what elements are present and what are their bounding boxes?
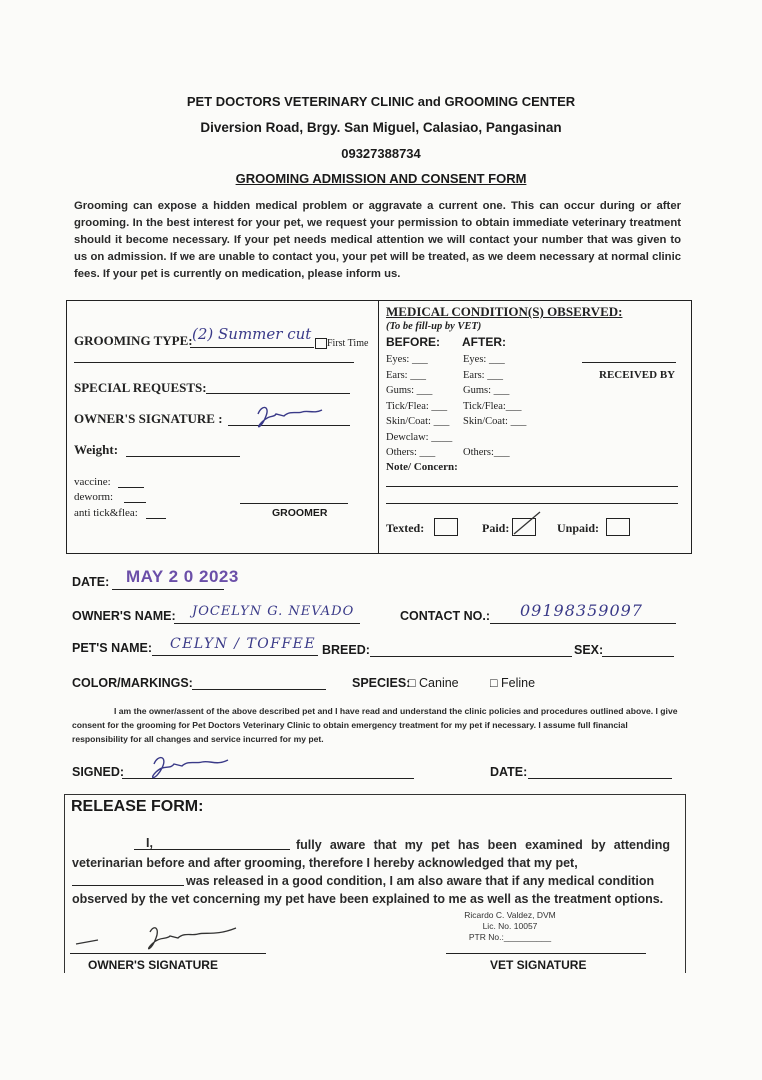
contact-value: 09198359097 bbox=[520, 601, 643, 620]
owner-sig-label: OWNER'S SIGNATURE bbox=[88, 958, 218, 972]
signed-signature-scribble bbox=[140, 752, 240, 786]
vet-sig-label: VET SIGNATURE bbox=[490, 958, 587, 972]
after-item: Eyes: ___ bbox=[463, 354, 505, 365]
unpaid-label: Unpaid: bbox=[557, 521, 600, 535]
unpaid-checkbox[interactable] bbox=[606, 518, 630, 536]
after-item: Tick/Flea:___ bbox=[463, 400, 522, 412]
signed-date-line[interactable] bbox=[528, 778, 672, 779]
groomer-label: GROOMER bbox=[272, 507, 328, 519]
received-by-label: RECEIVED BY bbox=[599, 369, 676, 381]
intro-paragraph: Grooming can expose a hidden medical problem or aggravate a current one. This can occur during or after grooming. In the best interest for your pet, we request your permission to obtain immediate veterinary treatment should it become necessary. If your pet needs medical attention we will contact your number that was given to us on admission. If we are unable to contact you, your pet will be treated, as we deem necessary at normal clinic fees. If your pet is currently on medication, please inform us. bbox=[74, 200, 681, 280]
vet-sig-line[interactable] bbox=[446, 953, 646, 954]
paid-check-mark bbox=[510, 508, 544, 536]
sex-label: SEX: bbox=[574, 643, 604, 657]
groomer-line bbox=[240, 503, 348, 504]
first-time-checkbox[interactable] bbox=[315, 338, 327, 349]
deworm-line[interactable] bbox=[124, 502, 146, 503]
before-item: Dewclaw: ____ bbox=[386, 431, 453, 443]
note-label: Note/ Concern: bbox=[386, 461, 458, 473]
after-item: Ears: ___ bbox=[463, 369, 503, 381]
after-item: Skin/Coat: ___ bbox=[463, 416, 527, 427]
weight-line[interactable] bbox=[126, 456, 240, 457]
pet-name-line[interactable] bbox=[152, 655, 318, 656]
medical-title: MEDICAL CONDITION(S) OBSERVED: bbox=[386, 304, 623, 319]
vet-license: Lic. No. 10057 bbox=[482, 921, 538, 931]
before-item: Others: ___ bbox=[386, 447, 436, 458]
paid-label: Paid: bbox=[482, 521, 510, 535]
before-item: Skin/Coat: ___ bbox=[386, 416, 450, 427]
date-line bbox=[112, 589, 224, 590]
canine-option[interactable]: □ Canine bbox=[408, 676, 459, 690]
before-list bbox=[386, 352, 464, 461]
clinic-address: Diversion Road, Brgy. San Miguel, Calasiao, Pangasinan bbox=[200, 120, 562, 135]
special-requests-label: SPECIAL REQUESTS: bbox=[74, 380, 207, 395]
release-title: RELEASE FORM: bbox=[71, 798, 204, 815]
sex-line[interactable] bbox=[602, 656, 674, 657]
contact-line[interactable] bbox=[490, 623, 676, 624]
weight-label: Weight: bbox=[74, 442, 119, 457]
before-item: Gums: ___ bbox=[386, 385, 433, 396]
breed-line[interactable] bbox=[370, 656, 572, 657]
owner-sig-line[interactable] bbox=[70, 953, 266, 954]
grooming-type-label: GROOMING TYPE: bbox=[74, 333, 193, 348]
color-line[interactable] bbox=[192, 689, 326, 690]
received-by-line bbox=[582, 362, 676, 363]
texted-label: Texted: bbox=[386, 521, 425, 535]
note-line-1[interactable] bbox=[386, 486, 678, 487]
first-time-label: First Time bbox=[327, 338, 369, 349]
owner-signature-label: OWNER'S SIGNATURE : bbox=[74, 411, 223, 426]
consent-paragraph: I am the owner/assent of the above described pet and I have read and understand the clinic policies and procedures outlined above. I give consent for the grooming for Pet Doctors Veterinary Clinic to obtain emergency treatment for my pet if necessary. I assume full financial responsibility for all changes and service incurred for my pet. bbox=[72, 706, 678, 744]
vet-ptr: PTR No.:__________ bbox=[468, 932, 552, 942]
note-line-2[interactable] bbox=[386, 503, 678, 504]
breed-label: BREED: bbox=[322, 643, 370, 657]
antitick-line[interactable] bbox=[146, 518, 166, 519]
grooming-type-value: (2) Summer cut bbox=[192, 325, 312, 343]
before-item: Eyes: ___ bbox=[386, 354, 428, 365]
owner-signature-scribble bbox=[240, 400, 340, 436]
pet-name-label: PET'S NAME: bbox=[72, 641, 153, 655]
antitick-label: anti tick&flea: bbox=[74, 507, 138, 519]
after-item: Others:___ bbox=[463, 447, 510, 458]
release-i: I, bbox=[146, 836, 153, 850]
vaccine-label: vaccine: bbox=[74, 476, 111, 488]
before-item: Ears: ___ bbox=[386, 369, 426, 381]
deworm-label: deworm: bbox=[74, 491, 114, 503]
owner-name-value: JOCELYN G. NEVADO bbox=[192, 604, 355, 619]
medical-subtitle: (To be fill-up by VET) bbox=[386, 321, 482, 332]
vaccine-line[interactable] bbox=[118, 487, 144, 488]
date-stamp: MAY 2 0 2023 bbox=[126, 567, 239, 586]
box-divider bbox=[378, 300, 379, 554]
form-title: GROOMING ADMISSION AND CONSENT FORM bbox=[235, 171, 527, 186]
after-item: Gums: ___ bbox=[463, 385, 510, 396]
contact-label: CONTACT NO.: bbox=[400, 609, 491, 623]
after-label: AFTER: bbox=[462, 335, 506, 349]
special-requests-line[interactable] bbox=[206, 393, 350, 394]
owner-name-line[interactable] bbox=[174, 623, 360, 624]
release-text: fully aware that my pet has been examined by attending veterinarian before and after grooming, therefore I hereby acknowledged that my pet, bbox=[72, 838, 670, 870]
before-label: BEFORE: bbox=[386, 335, 440, 349]
release-text-2: was released in a good condition, I am also aware that if any medical condition observed by the vet concerning my pet have been explained to me as well as the treatment options. bbox=[72, 874, 664, 906]
owner-name-label: OWNER'S NAME: bbox=[72, 609, 176, 623]
texted-checkbox[interactable] bbox=[434, 518, 458, 536]
pet-name-value: CELYN / TOFFEE bbox=[170, 636, 317, 652]
before-item: Tick/Flea: ___ bbox=[386, 400, 448, 412]
species-label: SPECIES: bbox=[352, 676, 411, 690]
after-list bbox=[463, 352, 543, 461]
grooming-extra-line bbox=[74, 362, 354, 363]
color-label: COLOR/MARKINGS: bbox=[72, 676, 193, 690]
grooming-type-line bbox=[190, 347, 314, 348]
vet-name: Ricardo C. Valdez, DVM bbox=[464, 910, 556, 920]
clinic-name: PET DOCTORS VETERINARY CLINIC and GROOMING CENTER bbox=[186, 94, 576, 109]
signed-label: SIGNED: bbox=[72, 765, 125, 779]
signed-date-label: DATE: bbox=[490, 765, 528, 779]
clinic-phone: 09327388734 bbox=[341, 146, 421, 161]
feline-option[interactable]: □ Feline bbox=[490, 676, 536, 690]
vet-stamp bbox=[430, 910, 590, 943]
date-label: DATE: bbox=[72, 575, 110, 589]
after-item bbox=[463, 430, 543, 446]
